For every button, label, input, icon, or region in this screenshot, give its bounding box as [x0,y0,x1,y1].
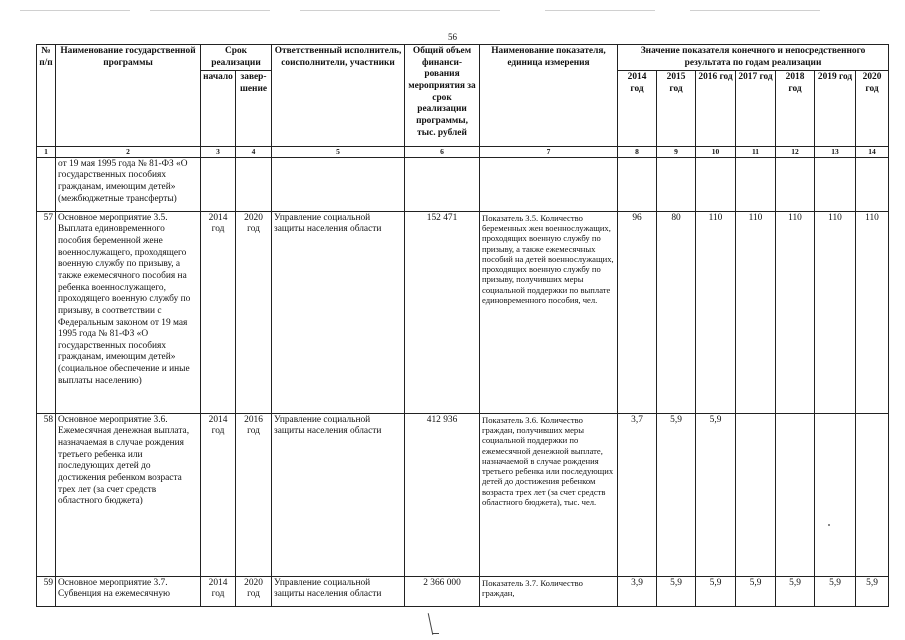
term-end [236,157,272,211]
term-start: 2014 год [201,413,236,576]
row-number: 58 [37,413,56,576]
value-2017 [736,157,776,211]
header-year: 2020 год [856,71,889,147]
table-row [37,576,889,606]
executor: Управление социальной защиты населения области [272,576,405,606]
header-no: № п/п [37,45,56,147]
column-number-row [37,147,889,157]
value-2015 [657,157,696,211]
value-2016: 110 [696,211,736,413]
column-number: 7 [480,147,618,157]
column-number: 14 [856,147,889,157]
value-2017: 5,9 [736,576,776,606]
funding-volume: 412 936 [405,413,480,576]
funding-volume: 2 366 000 [405,576,480,606]
value-2015: 5,9 [657,576,696,606]
value-2019: 5,9 [815,576,856,606]
header-term-start: начало [201,71,236,147]
value-2016 [696,157,736,211]
term-end: 2016 год [236,413,272,576]
value-2018 [776,157,815,211]
table-row [37,157,889,211]
table-row [37,211,889,413]
table-row [37,413,889,576]
column-number: 4 [236,147,272,157]
program-name: Основное мероприятие 3.5. Выплата единовременного пособия беременной жене военнослужащего, проходящего военную службу по призыву, а также ежемесячного пособия на ребенка военнослужащего, проходящего военную службу по призыву, в соответствии с Федеральным законом от 19 мая 1995 года № 81-ФЗ «О государственных пособиях гражданам, имеющим детей» (социальное обеспечение и иные выплаты населению) [56,211,201,413]
column-number: 13 [815,147,856,157]
row-number: 59 [37,576,56,606]
executor: Управление социальной защиты населения области [272,413,405,576]
header-year: 2015 год [657,71,696,147]
header-year: 2017 год [736,71,776,147]
header-year: 2014 год [618,71,657,147]
header-term-end: завер-шение [236,71,272,147]
value-2014: 3,7 [618,413,657,576]
column-number: 3 [201,147,236,157]
column-number: 8 [618,147,657,157]
column-number: 2 [56,147,201,157]
header-volume: Общий объем финанси-рования мероприятия за срок реализации программы, тыс. рублей [405,45,480,147]
value-2019 [815,157,856,211]
value-2020 [856,413,889,576]
scan-pen-mark [432,633,439,634]
term-start: 2014 год [201,576,236,606]
row-number: 57 [37,211,56,413]
column-number: 6 [405,147,480,157]
program-name: Основное мероприятие 3.7. Субвенция на ежемесячную [56,576,201,606]
column-number: 11 [736,147,776,157]
header-year: 2019 год [815,71,856,147]
column-number: 9 [657,147,696,157]
header-values-group: Значение показателя конечного и непосредственного результата по годам реализации [618,45,889,71]
value-2017 [736,413,776,576]
funding-volume [405,157,480,211]
page-number: 56 [448,32,457,42]
program-table [36,44,889,607]
funding-volume: 152 471 [405,211,480,413]
executor: Управление социальной защиты населения области [272,211,405,413]
column-number: 1 [37,147,56,157]
value-2018: 110 [776,211,815,413]
indicator: Показатель 3.6. Количество граждан, получивших меры социальной поддержки по ежемесячной денежной выплате, назначаемой в случае рождения третьего ребенка или последующих детей до достижения ребенком возраста трех лет (за счет средств областного бюджета), тыс. чел. [480,413,618,576]
scan-top-rule [300,10,500,11]
indicator: Показатель 3.5. Количество беременных жен военнослужащих, проходящих военную службу по призыву, а также ежемесячных пособий на детей военнослужащих, проходящих военную службу по призыву, получивших меры социальной поддержки по выплате единовременного пособия, чел. [480,211,618,413]
header-indicator: Наименование показателя, единица измерения [480,45,618,147]
indicator [480,157,618,211]
term-end: 2020 год [236,576,272,606]
scan-top-rule [150,10,270,11]
value-2014: 96 [618,211,657,413]
value-2015: 5,9 [657,413,696,576]
header-year: 2018 год [776,71,815,147]
program-name: Основное мероприятие 3.6. Ежемесячная денежная выплата, назначаемая в случае рождения третьего ребенка или последующих детей до достижения ребенком возраста трех лет (за счет средств областного бюджета) [56,413,201,576]
value-2020 [856,157,889,211]
value-2020: 110 [856,211,889,413]
header-term: Срок реализации [201,45,272,71]
header-program: Наименование государственной программы [56,45,201,147]
value-2015: 80 [657,211,696,413]
value-2016: 5,9 [696,576,736,606]
value-2020: 5,9 [856,576,889,606]
scan-speck [828,524,830,526]
term-start [201,157,236,211]
executor [272,157,405,211]
value-2016: 5,9 [696,413,736,576]
term-start: 2014 год [201,211,236,413]
value-2018: 5,9 [776,576,815,606]
value-2019: 110 [815,211,856,413]
scan-top-rule [690,10,820,11]
column-number: 10 [696,147,736,157]
row-number [37,157,56,211]
value-2014: 3,9 [618,576,657,606]
value-2014 [618,157,657,211]
header-executor: Ответственный исполнитель, соисполнители, участники [272,45,405,147]
header-year: 2016 год [696,71,736,147]
term-end: 2020 год [236,211,272,413]
scan-top-rule [20,10,130,11]
scan-pen-mark [428,613,434,635]
scan-top-rule [545,10,655,11]
value-2017: 110 [736,211,776,413]
column-number: 5 [272,147,405,157]
column-number: 12 [776,147,815,157]
value-2018 [776,413,815,576]
value-2019 [815,413,856,576]
program-name: от 19 мая 1995 года № 81-ФЗ «О государственных пособиях гражданам, имеющим детей» (межбюджетные трансферты) [56,157,201,211]
indicator: Показатель 3.7. Количество граждан, [480,576,618,606]
